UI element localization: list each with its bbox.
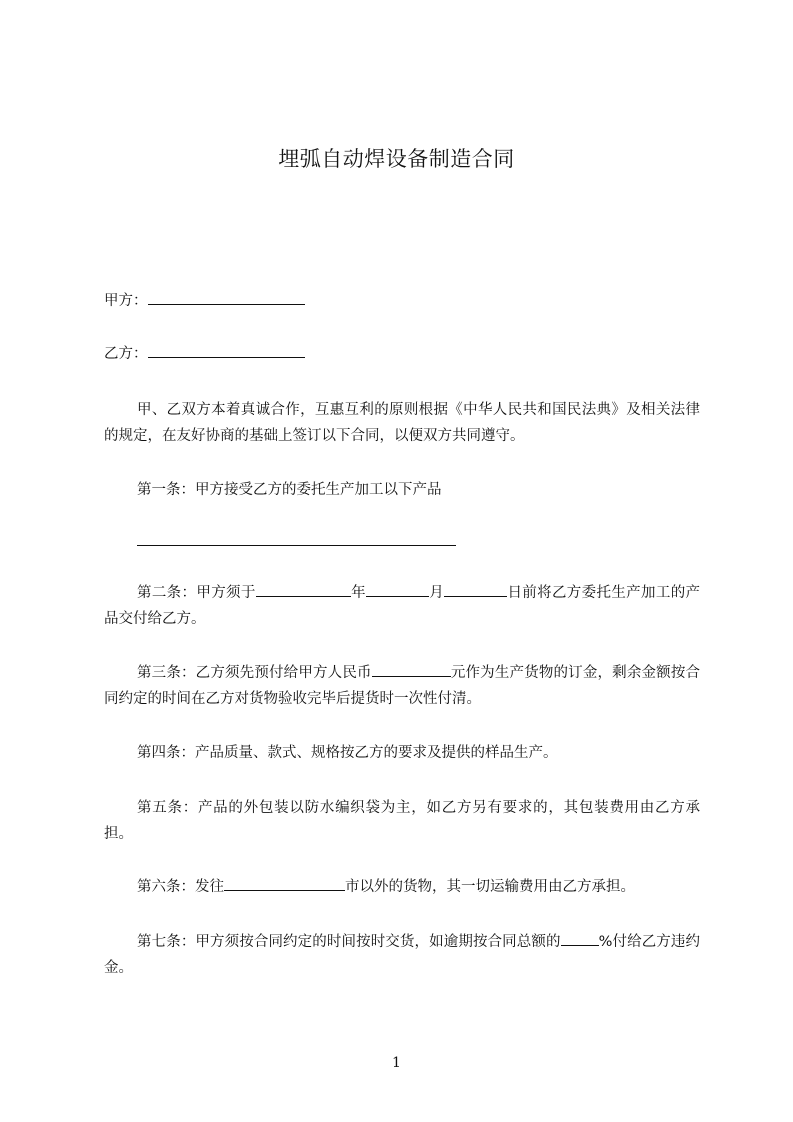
day-blank[interactable] <box>444 581 507 597</box>
party-a-line <box>104 288 700 314</box>
article-6-text-2: 市以外的货物，其一切运输费用由乙方承担。 <box>345 879 635 895</box>
article-2-text-1: 第二条：甲方须于 <box>137 585 256 601</box>
month-blank[interactable] <box>366 581 429 597</box>
deposit-amount-blank[interactable] <box>372 661 451 677</box>
party-a-blank[interactable] <box>148 289 305 305</box>
article-7 <box>104 929 700 981</box>
article-6 <box>104 874 700 900</box>
party-b-blank[interactable] <box>148 342 305 358</box>
article-3-text-1: 第三条：乙方须先预付给甲方人民币 <box>137 665 372 681</box>
penalty-percent-blank[interactable] <box>561 930 599 946</box>
party-b-label: 乙方： <box>104 346 148 362</box>
article-1: 第一条：甲方接受乙方的委托生产加工以下产品 <box>137 482 442 498</box>
preamble-paragraph: 甲、乙双方本着真诚合作，互惠互利的原则根据《中华人民共和国民法典》及相关法律的规定，在友好协商的基础上签订以下合同，以便双方共同遵守。 <box>104 402 700 444</box>
article-2-text-4: 日前将乙方委托生产加工的产品交付给乙方。 <box>104 585 701 627</box>
year-blank[interactable] <box>256 581 351 597</box>
article-2-text-3: 月 <box>428 585 445 601</box>
article-7-text-2: %付给乙方违约金。 <box>104 934 701 976</box>
article-3 <box>104 660 700 712</box>
party-a-label: 甲方： <box>104 293 148 309</box>
article-7-text-1: 第七条：甲方须按合同约定的时间按时交货，如逾期按合同总额的 <box>137 934 561 950</box>
article-4: 第四条：产品质量、款式、规格按乙方的要求及提供的样品生产。 <box>137 745 558 761</box>
contract-title: 埋弧自动焊设备制造合同 <box>278 147 515 171</box>
page-number: 1 <box>392 1055 401 1071</box>
article-3-text-2: 元作为生产货物的订金，剩余金额按合同约定的时间在乙方对货物验收完毕后提货时一次性付清。 <box>104 665 701 707</box>
article-5: 第五条：产品的外包装以防水编织袋为主，如乙方另有要求的，其包装费用由乙方承担。 <box>104 800 700 842</box>
city-blank[interactable] <box>224 875 345 891</box>
article-2 <box>104 580 700 632</box>
product-blank-line[interactable] <box>137 545 456 546</box>
party-b-line <box>104 341 700 367</box>
article-6-text-1: 第六条：发往 <box>137 879 224 895</box>
article-2-text-2: 年 <box>350 585 366 601</box>
